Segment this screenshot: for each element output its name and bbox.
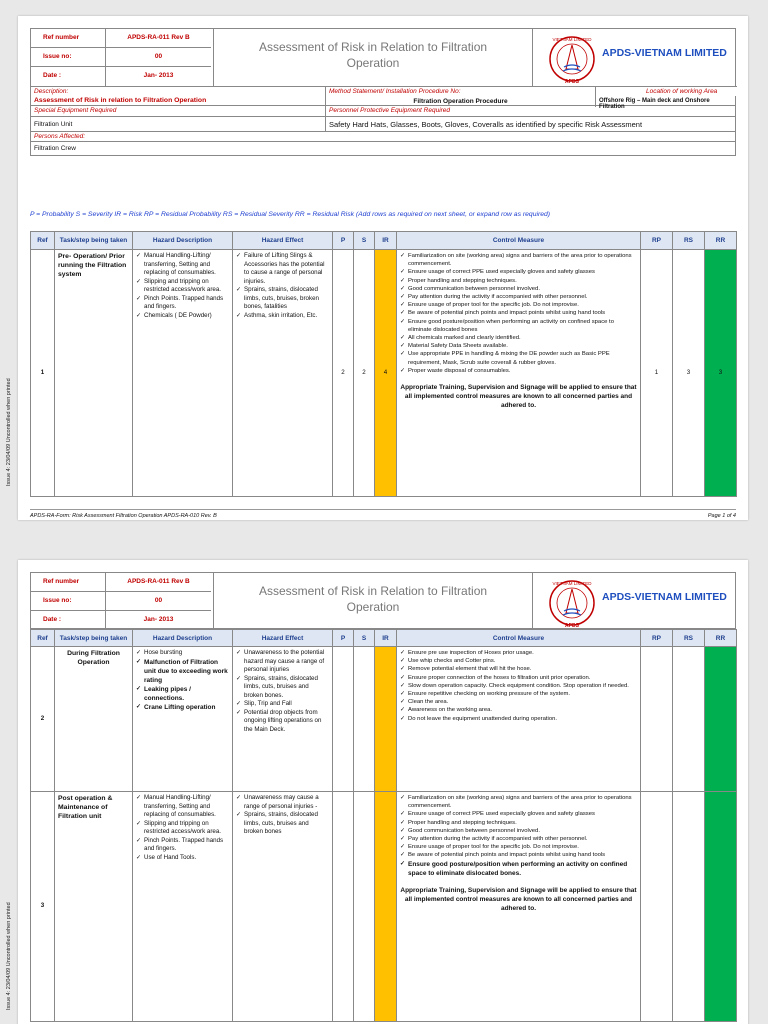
equipment-label: Special Equipment Required [31, 106, 326, 116]
date-value: Jan- 2013 [143, 616, 174, 623]
col-hazard: Hazard Description [133, 232, 233, 250]
legend-text: P = Probability S = Severity IR = Risk RP = Residual Probability RS = Residual Severity RR = Residual Risk (Add rows as required on next sheet, or expand row as required) [30, 211, 551, 218]
issue-label: Issue no: [31, 48, 106, 66]
row-controls [397, 250, 641, 497]
location-value: Offshore Rig – Main deck and Onshore Filtration [599, 98, 710, 110]
list-item: ✓ All chemicals marked and clearly identified. [400, 334, 637, 342]
title-line-2: Operation [346, 56, 400, 70]
persons-label: Persons Affected: [31, 132, 735, 142]
ppe-value: Safety Hard Hats, Glasses, Boots, Gloves, Coveralls as identified by specific Risk Assessment [329, 120, 643, 129]
row-effects [233, 647, 333, 792]
list-item: ✓ Ensure usage of correct PPE used especially gloves and safety glasses [400, 268, 637, 276]
date-label: Date : [31, 67, 106, 86]
list-item: ✓ Pay attention during the activity if accompanied with other personnel. [400, 835, 637, 843]
col-control: Control Measure [397, 232, 641, 250]
method-label: Method Statement/ Installation Procedure No: [326, 87, 596, 96]
table-row [31, 250, 737, 497]
col-ref: Ref [31, 630, 55, 647]
row-controls [397, 792, 641, 1022]
list-item: ✓ Be aware of potential pinch points and impact points whilst using hand tools [400, 309, 637, 317]
title-line-1: Assessment of Risk in Relation to Filtration [258, 584, 488, 598]
title-line-1: Assessment of Risk in Relation to Filtration [258, 40, 488, 54]
company-name: APDS-VIETNAM LIMITED [602, 47, 727, 59]
list-item: ✓ Hose bursting [136, 649, 229, 658]
col-rp: RP [641, 232, 673, 250]
list-item: ✓ Slipping and tripping on restricted access/work area. [136, 278, 229, 295]
row-controls [397, 647, 641, 792]
col-p: P [333, 232, 354, 250]
col-ir: IR [375, 630, 397, 647]
col-hazard: Hazard Description [133, 630, 233, 647]
list-item: ✓ Slip, Trip and Fall [236, 700, 329, 709]
list-item: ✓ Unawareness to the potential hazard may cause a range of personal injuries [236, 649, 329, 675]
row-task: Post operation & Maintenance of Filtration unit [55, 792, 133, 1022]
company-block [534, 29, 736, 86]
col-p: P [333, 630, 354, 647]
row-task: During Filtration Operation [55, 647, 133, 792]
list-item: ✓ Use whip checks and Cotter pins. [400, 657, 637, 665]
title-line-2: Operation [346, 600, 400, 614]
side-note: Issue 4: 23/04/09 Uncontrolled when printed [6, 902, 12, 1010]
list-item: ✓ Ensure usage of correct PPE used especially gloves and safety glasses [400, 810, 637, 818]
company-name: APDS-VIETNAM LIMITED [602, 591, 727, 603]
col-effect: Hazard Effect [233, 630, 333, 647]
list-item: ✓ Unawareness may cause a range of personal injuries - [236, 794, 329, 811]
col-rs: RS [673, 232, 705, 250]
page-footer [30, 509, 736, 519]
col-task: Task/step being taken [55, 630, 133, 647]
row-hazards [133, 647, 233, 792]
list-item: ✓ Chemicals ( DE Powder) [136, 312, 229, 321]
control-note: Appropriate Training, Supervision and Signage will be applied to ensure that all implemented control measures are known to all concerned parties and adhered to. [400, 384, 637, 410]
list-item: ✓ Leaking pipes / connections. [136, 685, 229, 703]
risk-table-page-1 [30, 231, 737, 497]
col-rp: RP [641, 630, 673, 647]
list-item: ✓ Sprains, strains, dislocated limbs, cuts, bruises, broken bones, fatalities [236, 286, 329, 312]
col-ir: IR [375, 232, 397, 250]
list-item: ✓ Ensure usage of proper tool for the specific job. Do not improvise. [400, 301, 637, 309]
document-header [30, 28, 736, 110]
row-effects [233, 250, 333, 497]
row-hazards [133, 250, 233, 497]
row-ref: 2 [31, 647, 55, 792]
footer-page: Page 1 of 4 [707, 513, 736, 519]
list-item: ✓ Familiarization on site (working area) signs and barriers of the area prior to operations commencement. [400, 794, 637, 810]
control-note: Appropriate Training, Supervision and Signage will be applied to ensure that all implemented control measures are known to all concerned parties and adhered to. [400, 886, 637, 912]
list-item: ✓ Good communication between personnel involved. [400, 827, 637, 835]
table-row [31, 792, 737, 1022]
row-rr [705, 647, 737, 792]
row-rs [673, 647, 705, 792]
col-effect: Hazard Effect [233, 232, 333, 250]
description-value: Assessment of Risk in relation to Filtration Operation [31, 96, 326, 107]
row-rr: 3 [705, 250, 737, 497]
list-item: ✓ Familiarization on site (working area) signs and barriers of the area prior to operations commencement. [400, 252, 637, 268]
list-item: ✓ Be aware of potential pinch points and impact points whilst using hand tools [400, 851, 637, 859]
row-task: Pre- Operation/ Prior running the Filtration system [55, 250, 133, 497]
row-rp [641, 792, 673, 1022]
equipment-value: Filtration Unit [31, 117, 326, 131]
document-header [30, 572, 736, 629]
date-label: Date : [31, 611, 106, 630]
row-s [354, 647, 375, 792]
description-label: Description: [31, 87, 326, 96]
list-item: ✓ Potential drop objects from ongoing lifting operations on the Main Deck. [236, 709, 329, 735]
row-rp: 1 [641, 250, 673, 497]
list-item: ✓ Good communication between personnel involved. [400, 285, 637, 293]
row-ref: 1 [31, 250, 55, 497]
location-label: Location of working Area [646, 88, 718, 95]
risk-table-page-2 [30, 629, 737, 1022]
col-control: Control Measure [397, 630, 641, 647]
list-item: ✓ Ensure pre use inspection of Hoses prior usage. [400, 649, 637, 657]
list-item: ✓ Slipping and tripping on restricted access/work area. [136, 820, 229, 837]
row-ir [375, 647, 397, 792]
list-item: ✓ Use appropriate PPE in handling & mixing the DE powder such as Basic PPE requirement, Mask, Scrub suite coverall & rubber gloves. [400, 350, 637, 366]
row-ref: 3 [31, 792, 55, 1022]
document-page-2 [6, 560, 748, 1024]
list-item: ✓ Ensure good posture/position when performing an activity on confined space to eliminate dislocated bones. [400, 860, 637, 878]
document-title [213, 29, 533, 86]
list-item: ✓ Material Safety Data Sheets available. [400, 342, 637, 350]
list-item: ✓ Ensure usage of proper tool for the specific job. Do not improvise. [400, 843, 637, 851]
list-item: ✓ Ensure repetitive checking on working pressure of the system. [400, 690, 637, 698]
issue-label: Issue no: [31, 592, 106, 610]
svg-text:VIETNAM LIMITED: VIETNAM LIMITED [552, 581, 592, 586]
col-ref: Ref [31, 232, 55, 250]
ref-label: Ref number [31, 29, 106, 47]
row-p [333, 647, 354, 792]
footer-left: APDS-RA-Form: Risk Assessment Filtration Operation APDS-RA-010 Rev. B [30, 513, 217, 519]
document-page-1 [6, 16, 748, 520]
list-item: ✓ Asthma, skin irritation, Etc. [236, 312, 329, 321]
date-value: Jan- 2013 [143, 72, 174, 79]
row-rs [673, 792, 705, 1022]
side-note: Issue 4: 23/04/09 Uncontrolled when printed [6, 378, 12, 486]
list-item: ✓ Sprains, strains, dislocated limbs, cuts, bruises and broken bones [236, 811, 329, 837]
ref-value: APDS-RA-011 Rev B [127, 578, 190, 585]
row-ir: 4 [375, 250, 397, 497]
list-item: ✓ Manual Handling-Lifting/ transferring, Setting and replacing of consumables. [136, 794, 229, 820]
svg-text:APDS: APDS [565, 623, 579, 629]
list-item: ✓ Proper waste disposal of consumables. [400, 367, 637, 375]
list-item: ✓ Sprains, strains, dislocated limbs, cuts, bruises and broken bones. [236, 675, 329, 701]
table-row [31, 647, 737, 792]
list-item: ✓ Clean the area. [400, 698, 637, 706]
row-rs: 3 [673, 250, 705, 497]
list-item: ✓ Proper handling and stepping techniques. [400, 819, 637, 827]
col-rs: RS [673, 630, 705, 647]
svg-text:APDS: APDS [565, 79, 579, 85]
list-item: ✓ Do not leave the equipment unattended during operation. [400, 715, 637, 723]
row-p: 2 [333, 250, 354, 497]
company-block [534, 573, 736, 630]
persons-value: Filtration Crew [34, 145, 76, 152]
row-rp [641, 647, 673, 792]
col-rr: RR [705, 232, 737, 250]
row-s: 2 [354, 250, 375, 497]
ref-value: APDS-RA-011 Rev B [127, 34, 190, 41]
ppe-label: Personnel Protective Equipment Required [329, 107, 451, 114]
list-item: ✓ Ensure proper connection of the hoses to filtration unit prior operation. [400, 674, 637, 682]
ref-label: Ref number [31, 573, 106, 591]
col-rr: RR [705, 630, 737, 647]
row-s [354, 792, 375, 1022]
method-value: Filtration Operation Procedure [326, 96, 596, 107]
list-item: ✓ Malfunction of Filtration unit due to exceeding work rating [136, 658, 229, 685]
document-title [213, 573, 533, 630]
list-item: ✓ Pinch Points. Trapped hands and fingers. [136, 837, 229, 854]
list-item: ✓ Failure of Lifting Slings & Accessories has the potential to cause a range of personal injuries. [236, 252, 329, 286]
row-rr [705, 792, 737, 1022]
svg-text:VIETNAM LIMITED: VIETNAM LIMITED [552, 37, 592, 42]
row-p [333, 792, 354, 1022]
list-item: ✓ Pinch Points. Trapped hands and fingers. [136, 295, 229, 312]
col-s: S [354, 232, 375, 250]
list-item: ✓ Proper handling and stepping techniques. [400, 277, 637, 285]
list-item: ✓ Manual Handling-Lifting/ transferring, Setting and replacing of consumables. [136, 252, 229, 278]
company-logo-icon [544, 33, 600, 85]
list-item: ✓ Remove potential element that will hit the hose. [400, 665, 637, 673]
list-item: ✓ Use of Hand Tools. [136, 854, 229, 863]
issue-value: 00 [154, 597, 163, 604]
list-item: ✓ Pay attention during the activity if accompanied with other personnel. [400, 293, 637, 301]
row-hazards [133, 792, 233, 1022]
col-task: Task/step being taken [55, 232, 133, 250]
company-logo-icon [544, 577, 600, 629]
list-item: ✓ Slow down operation capacity. Check equipment condition. Stop operation if needed. [400, 682, 637, 690]
list-item: ✓ Crane Lifting operation [136, 703, 229, 712]
issue-value: 00 [154, 53, 163, 60]
col-s: S [354, 630, 375, 647]
list-item: ✓ Ensure good posture/position when performing an activity on confined space to eliminate dislocated bones [400, 318, 637, 334]
row-effects [233, 792, 333, 1022]
list-item: ✓ Awareness on the working area. [400, 706, 637, 714]
row-ir [375, 792, 397, 1022]
